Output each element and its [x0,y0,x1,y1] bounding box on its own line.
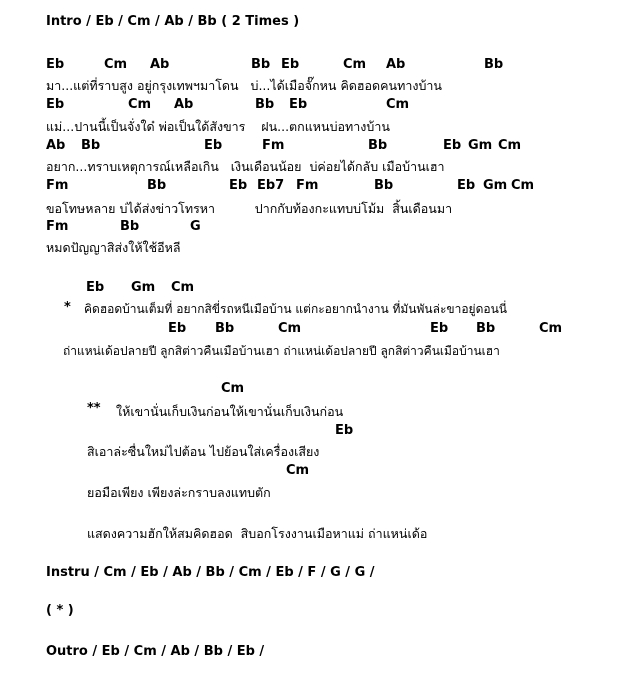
lyric-line: ถ่าแหน่เด้อปลายปี ลูกสิต่าวคืนเมือบ้านเฮา ถ่าแหน่เด้อปลายปี ลูกสิต่าวคืนเมือบ้านเฮา [63,344,500,358]
chord: Eb [46,57,65,72]
chord: Eb [281,57,300,72]
chord: Gm [483,178,508,193]
chord: Ab [46,138,66,153]
chord: Cm [498,138,522,153]
lyric-line: แม่...ปานนี้เป็นจั่งใด๋ พ่อเป็นใด้สังขาร ฝน...ตกแหนบ่อทางบ้าน [46,119,390,134]
chord: Bb [215,321,235,336]
chord: Eb [335,423,354,438]
chord: Bb [251,57,271,72]
lyric-line: ขอโทษหลาย บ่ได้ส่งข่าวโทรหา ปากกับท้องกะแทบบ่โม้ม สิ้นเดือนมา [46,201,453,216]
lyric-line: ยอมือเพียง เพียงล่ะกราบลงแทบตัก [87,485,271,500]
chord: Eb [430,321,449,336]
chord: Cm [386,97,410,112]
lyric-line: แสดงความฮักให้สมคิดฮอด สิบอกโรงงานเมือหาแม่ ถ่าแหน่เด้อ [87,526,428,541]
chord: Bb [81,138,101,153]
chord: Bb [476,321,496,336]
chord: G [190,219,201,234]
chord: Cm [286,463,310,478]
chord: Eb [457,178,476,193]
instru-line: Instru / Cm / Eb / Ab / Bb / Cm / Eb / F / G / G / [46,565,375,580]
bridge-marker: ** [87,401,101,416]
chord: Eb [204,138,223,153]
chord: Gm [468,138,493,153]
chord: Cm [539,321,563,336]
chord: Fm [296,178,319,193]
repeat-marker: ( * ) [46,603,74,618]
lyric-line: มา...แต่ที่ราบสูง อยู่กรุงเทพฯมาโดน บ่...ได้เมือจั๊กหน คิดฮอดคนทางบ้าน [46,78,442,93]
chord: Eb [168,321,187,336]
chorus-marker: * [64,300,71,315]
lyric-line: หมดปัญญาสิส่งให้ใช้อีหลี [46,240,181,255]
chord: Eb7 [257,178,285,193]
chord: Ab [174,97,194,112]
chord: Bb [255,97,275,112]
chord: Bb [374,178,394,193]
lyric-line: คิดฮอดบ้านเต็มที่ อยากสิขี่รถหนีเมือบ้าน แต่กะอยากนำงาน ที่มันพันล่ะขาอยู่ดอนนี่ [84,302,507,316]
chord: Bb [368,138,388,153]
chord: Bb [147,178,167,193]
chord: Cm [221,381,245,396]
chord: Eb [86,280,105,295]
lyric-line: ให้เขานั่นเก็บเงินก่อนให้เขานั่นเก็บเงินก่อน [116,404,344,419]
chord: Cm [278,321,302,336]
lyric-line: สิเอาล่ะซื่นใหม่ไปต้อน ไปย้อนใส่เครื่องเสียง [87,444,320,459]
chord: Bb [120,219,140,234]
lyric-line: อยาก...ทราบเหตุการณ์เหลือเกิน เงินเดือนน้อย บ่ค่อยได้กลับ เมือบ้านเฮา [46,159,445,174]
chord: Ab [386,57,406,72]
chord: Cm [511,178,535,193]
chord: Eb [443,138,462,153]
intro-line: Intro / Eb / Cm / Ab / Bb ( 2 Times ) [46,14,300,29]
outro-line: Outro / Eb / Cm / Ab / Bb / Eb / [46,644,265,659]
chord: Ab [150,57,170,72]
chord: Cm [343,57,367,72]
chord: Fm [262,138,285,153]
chord: Cm [104,57,128,72]
chord: Gm [131,280,156,295]
chord: Eb [46,97,65,112]
chord: Eb [229,178,248,193]
chord: Cm [128,97,152,112]
chord: Fm [46,219,69,234]
chord: Bb [484,57,504,72]
chord: Eb [289,97,308,112]
chord: Cm [171,280,195,295]
chord: Fm [46,178,69,193]
